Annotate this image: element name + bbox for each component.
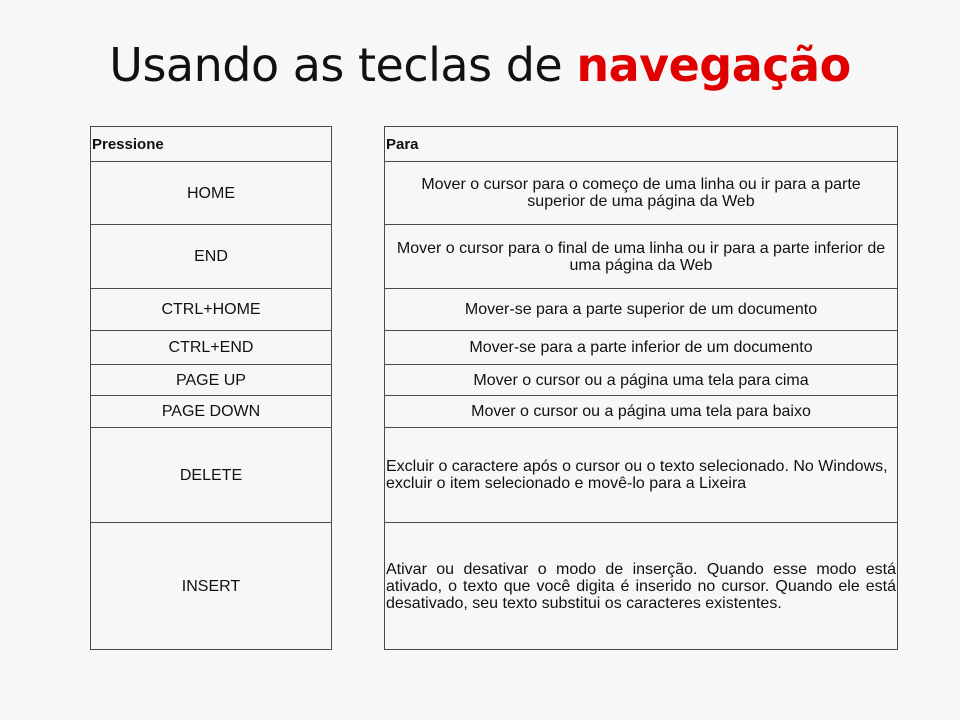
table-cell-key [91,396,331,428]
header-label: Para [386,135,419,153]
key-label: END [194,248,228,265]
action-text: Ativar ou desativar o modo de inserção. Quando esse modo está ativado, o texto que você digita é inserido no cursor. Quando ele está desativado, seu texto substitui os caracteres existentes. [386,560,896,612]
action-text: Excluir o caractere após o cursor ou o texto selecionado. No Windows, excluir o item selecionado e movê-lo para a Lixeira [386,458,888,492]
title-accent-text: navegação [576,38,851,92]
action-text: Mover o cursor para o final de uma linha ou ir para a parte inferior de uma página da Web [396,239,886,274]
table-cell-action [385,225,897,289]
key-label: CTRL+END [168,339,254,356]
table-cell-key [91,428,331,523]
table-cell-key [91,331,331,365]
table-cell-action [385,162,897,225]
table-column-pressione [90,126,332,650]
table-cell-action [385,365,897,396]
column-header-para [385,126,897,162]
key-label: CTRL+HOME [161,301,261,318]
key-label: DELETE [179,466,243,484]
table-cell-key [91,162,331,225]
title-text: Usando as teclas de [109,38,577,92]
table-cell-key [91,523,331,650]
action-text: Mover-se para a parte superior de um documento [464,301,818,318]
table-cell-action [385,289,897,331]
table-cell-key [91,365,331,396]
table-cell-action [385,331,897,365]
key-label: PAGE UP [176,371,246,389]
action-text: Mover o cursor para o começo de uma linha ou ir para a parte superior de uma página da Web [421,176,861,210]
column-header-pressione [91,126,331,162]
table-column-para [384,126,898,650]
table-cell-key [91,289,331,331]
action-text: Mover-se para a parte inferior de um documento [469,339,813,356]
table-cell-action [385,428,897,523]
header-label: Pressione [92,135,164,153]
slide-title [0,38,960,92]
table-cell-action [385,523,897,650]
key-label: PAGE DOWN [161,403,261,420]
key-label: HOME [187,184,235,202]
action-text: Mover o cursor ou a página uma tela para baixo [471,403,811,420]
action-text: Mover o cursor ou a página uma tela para cima [473,371,809,389]
key-label: INSERT [181,577,241,595]
table-cell-key [91,225,331,289]
table-cell-action [385,396,897,428]
